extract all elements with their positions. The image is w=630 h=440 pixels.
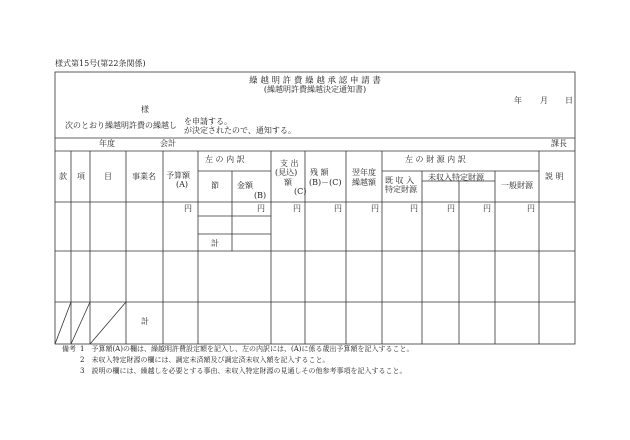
form-number-label: 様式第15号(第22条関係) xyxy=(55,59,146,68)
header-unreceived: 未収入特定財源 xyxy=(428,173,484,182)
note-2: 2 未収入特定財源の欄には、調定未済額及び調定済未収入額を記入すること。 xyxy=(80,356,330,364)
header-remaining-1: 残 額 xyxy=(310,168,329,177)
header-moku: 目 xyxy=(104,172,112,181)
form-title: 繰 越 明 許 費 繰 越 承 認 申 請 書 xyxy=(249,76,381,86)
header-budget: 予算額 xyxy=(166,171,190,180)
unit-general: 円 xyxy=(527,204,535,213)
unit-expenditure: 円 xyxy=(293,204,301,213)
form-border xyxy=(55,72,575,344)
date-year: 年 xyxy=(514,96,522,105)
header-kou: 項 xyxy=(77,172,85,181)
body-line-apply: を申請する。 xyxy=(184,117,232,126)
subtotal-label: 計 xyxy=(211,239,219,248)
header-setsu: 節 xyxy=(211,181,219,190)
total-label: 計 xyxy=(141,317,149,326)
header-expenditure-3: 額 xyxy=(284,178,292,187)
header-received-1: 既 収 入 xyxy=(385,176,415,185)
addressee-suffix: 様 xyxy=(141,105,149,114)
form-subtitle: (繰越明許費繰越決定通知書) xyxy=(263,85,367,94)
header-general: 一般財源 xyxy=(501,181,533,190)
header-amount-b: (B) xyxy=(254,191,267,200)
unit-remaining: 円 xyxy=(334,204,342,213)
unit-received: 円 xyxy=(410,204,418,213)
unit-amount: 円 xyxy=(257,204,265,213)
note-1: 1 予算額(A)の欄は、繰越明許費設定額を記入し、左の内訳には、(A)に係る歳出予算額を記入すること。 xyxy=(80,345,414,353)
header-kan: 款 xyxy=(59,172,67,181)
header-carryover-2: 繰越額 xyxy=(352,178,376,187)
section-chief-label: 課長 xyxy=(551,139,567,148)
header-received-2: 特定財源 xyxy=(385,185,417,194)
header-expenditure-1: 支 出 xyxy=(280,159,299,168)
unit-unreceived-2: 円 xyxy=(483,204,491,213)
header-remaining-2: (B)－(C) xyxy=(309,178,342,187)
date-day: 日 xyxy=(565,96,573,105)
header-budget-a: (A) xyxy=(176,180,189,189)
date-month: 月 xyxy=(540,96,548,105)
body-line-notify: が決定されたので、通知する。 xyxy=(184,126,296,135)
unit-budget: 円 xyxy=(184,204,192,213)
unit-carryover: 円 xyxy=(371,204,379,213)
header-amount: 金額 xyxy=(237,181,253,190)
account-label: 会計 xyxy=(160,139,176,148)
unit-unreceived-1: 円 xyxy=(447,204,455,213)
header-left-breakdown: 左 の 内 訳 xyxy=(205,155,245,164)
header-remarks: 説 明 xyxy=(545,172,564,181)
header-carryover-1: 翌年度 xyxy=(352,168,376,177)
header-project: 事業名 xyxy=(132,172,156,181)
header-expenditure-2: (見込) xyxy=(275,168,298,177)
fiscal-year-label: 年度 xyxy=(99,139,115,148)
header-expenditure-c: (C) xyxy=(294,187,307,196)
header-funding-breakdown: 左 の 財 源 内 訳 xyxy=(405,155,466,164)
body-prefix: 次のとおり繰越明許費の繰越し xyxy=(65,121,177,130)
note-3: 3 説明の欄には、繰越しを必要とする事由、未収入特定財源の見通しその他参考事項を記入すること。 xyxy=(80,367,407,375)
notes-label: 備考 xyxy=(62,345,76,353)
